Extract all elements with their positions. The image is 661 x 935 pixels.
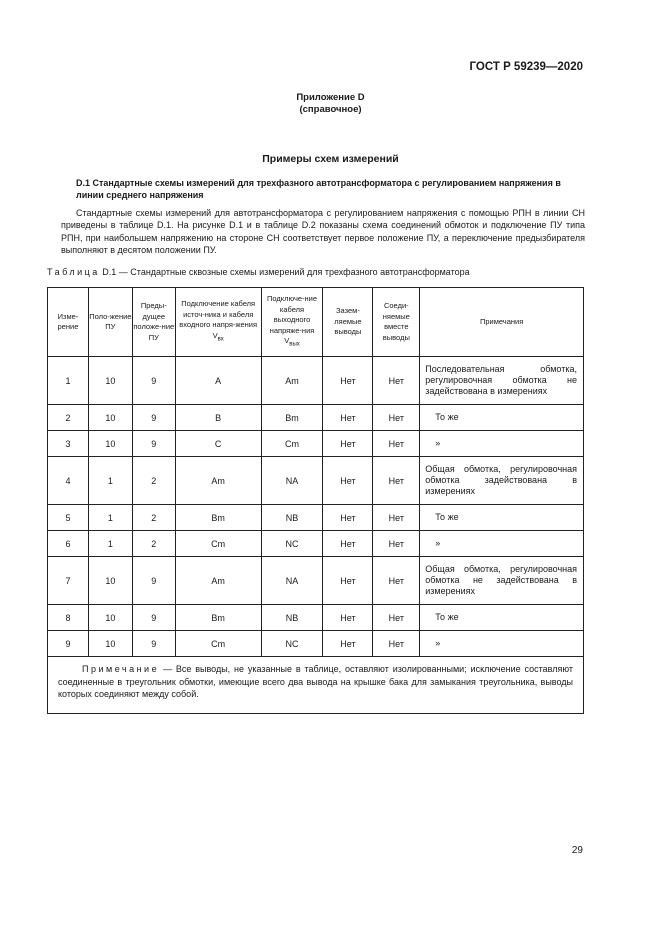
footnote-text: — Все выводы, не указанные в таблице, оставляют изолированными; исключение составляют соединенные в треугольник обмотки, имеющие всего два вывода на крышке бака для замыкания треугольника, выводы которых соединяют между собой. [58, 664, 573, 699]
cell-note: Последовательная обмотка, регулировочная обмотка не задействована в измерениях [420, 357, 584, 405]
table-caption-text: D.1 — Стандартные сквозные схемы измерений для трехфазного автотрансформатора [99, 267, 470, 277]
intro-paragraph: Стандартные схемы измерений для автотрансформатора с регулированием напряжения с помощью РПН в линии СН приведены в таблице D.1. На рисунке D.1 и в таблице D.2 показаны схема соединений обмоток и подключение ПУ типа РПН, при наибольшем напряжению на стороне СН соответствует первое положение ПУ, а переключение предызбирателя выполняют в десятом положении ПУ. [61, 208, 585, 255]
cell-position: 1 [88, 531, 132, 557]
cell-joined: Нет [373, 457, 420, 505]
cell-joined: Нет [373, 431, 420, 457]
cell-grounded: Нет [323, 457, 373, 505]
cell-prev-position: 2 [132, 531, 175, 557]
cell-position: 10 [88, 431, 132, 457]
table-footnote [48, 657, 584, 714]
cell-joined: Нет [373, 631, 420, 657]
cell-measurement: 2 [48, 405, 89, 431]
cell-joined: Нет [373, 405, 420, 431]
table-header-row [48, 288, 584, 357]
table-row [48, 457, 584, 505]
table-caption [47, 267, 587, 277]
cell-position: 10 [88, 405, 132, 431]
cell-prev-position: 9 [132, 357, 175, 405]
section-title: Примеры схем измерений [262, 153, 399, 165]
header-input-cable: Подключение кабеля источ-ника и кабеля входного напря-жения $V_{вх}$ [175, 288, 261, 357]
cell-note: То же [420, 505, 584, 531]
cell-joined: Нет [373, 505, 420, 531]
header-output-cable: Подключе-ние кабеля выходного напряже-ния $V_{вых}$ [261, 288, 323, 357]
cell-input: C [175, 431, 261, 457]
cell-prev-position: 9 [132, 605, 175, 631]
cell-measurement: 8 [48, 605, 89, 631]
cell-input: Bm [175, 505, 261, 531]
cell-note: Общая обмотка, регулировочная обмотка задействована в измерениях [420, 457, 584, 505]
cell-measurement: 1 [48, 357, 89, 405]
cell-position: 1 [88, 505, 132, 531]
cell-input: A [175, 357, 261, 405]
cell-measurement: 6 [48, 531, 89, 557]
cell-position: 10 [88, 631, 132, 657]
cell-input: Cm [175, 631, 261, 657]
cell-output: Cm [261, 431, 323, 457]
table-caption-label: Таблица [47, 267, 100, 277]
page-number: 29 [571, 845, 583, 856]
cell-output: NA [261, 557, 323, 605]
cell-note: Общая обмотка, регулировочная обмотка не задействована в измерениях [420, 557, 584, 605]
cell-joined: Нет [373, 357, 420, 405]
cell-grounded: Нет [323, 505, 373, 531]
table-row [48, 605, 584, 631]
cell-joined: Нет [373, 557, 420, 605]
cell-prev-position: 9 [132, 631, 175, 657]
cell-grounded: Нет [323, 631, 373, 657]
cell-measurement: 9 [48, 631, 89, 657]
cell-position: 10 [88, 357, 132, 405]
appendix-heading [0, 92, 661, 116]
header-position: Поло-жение ПУ [88, 288, 132, 357]
cell-input: B [175, 405, 261, 431]
cell-position: 1 [88, 457, 132, 505]
header-notes: Примечания [420, 288, 584, 357]
cell-output: Am [261, 357, 323, 405]
cell-grounded: Нет [323, 531, 373, 557]
header-joined: Соеди-няемые вместе выводы [373, 288, 420, 357]
cell-prev-position: 9 [132, 405, 175, 431]
cell-input: Cm [175, 531, 261, 557]
cell-grounded: Нет [323, 605, 373, 631]
cell-output: NC [261, 531, 323, 557]
cell-note: То же [420, 605, 584, 631]
table-row [48, 357, 584, 405]
header-prev-position: Преды-дущее положе-ние ПУ [132, 288, 175, 357]
cell-output: Bm [261, 405, 323, 431]
cell-grounded: Нет [323, 357, 373, 405]
cell-joined: Нет [373, 531, 420, 557]
cell-grounded: Нет [323, 405, 373, 431]
cell-measurement: 7 [48, 557, 89, 605]
cell-output: NA [261, 457, 323, 505]
table-row [48, 557, 584, 605]
cell-measurement: 4 [48, 457, 89, 505]
header-measurement: Изме-рение [48, 288, 89, 357]
cell-input: Am [175, 557, 261, 605]
cell-input: Bm [175, 605, 261, 631]
standard-number: ГОСТ Р 59239—2020 [469, 61, 583, 73]
appendix-subtitle: (справочное) [299, 104, 362, 115]
subsection-heading: D.1 Стандартные схемы измерений для трехфазного автотрансформатора с регулированием напряжения в линии среднего напряжения [76, 178, 561, 200]
header-grounded: Зазем-ляемые выводы [323, 288, 373, 357]
table-row [48, 631, 584, 657]
cell-output: NB [261, 605, 323, 631]
cell-note: » [420, 631, 584, 657]
cell-grounded: Нет [323, 557, 373, 605]
footnote-label: Примечание [82, 664, 160, 674]
cell-note: » [420, 531, 584, 557]
cell-joined: Нет [373, 605, 420, 631]
table-row [48, 405, 584, 431]
cell-input: Am [175, 457, 261, 505]
table-row [48, 505, 584, 531]
cell-prev-position: 2 [132, 505, 175, 531]
cell-prev-position: 9 [132, 431, 175, 457]
cell-measurement: 5 [48, 505, 89, 531]
cell-grounded: Нет [323, 431, 373, 457]
cell-note: » [420, 431, 584, 457]
cell-prev-position: 9 [132, 557, 175, 605]
measurement-table [47, 287, 584, 714]
cell-position: 10 [88, 557, 132, 605]
cell-output: NB [261, 505, 323, 531]
appendix-title: Приложение D [296, 92, 365, 103]
table-row [48, 431, 584, 457]
cell-measurement: 3 [48, 431, 89, 457]
cell-position: 10 [88, 605, 132, 631]
table-row [48, 531, 584, 557]
cell-output: NC [261, 631, 323, 657]
cell-note: То же [420, 405, 584, 431]
cell-prev-position: 2 [132, 457, 175, 505]
